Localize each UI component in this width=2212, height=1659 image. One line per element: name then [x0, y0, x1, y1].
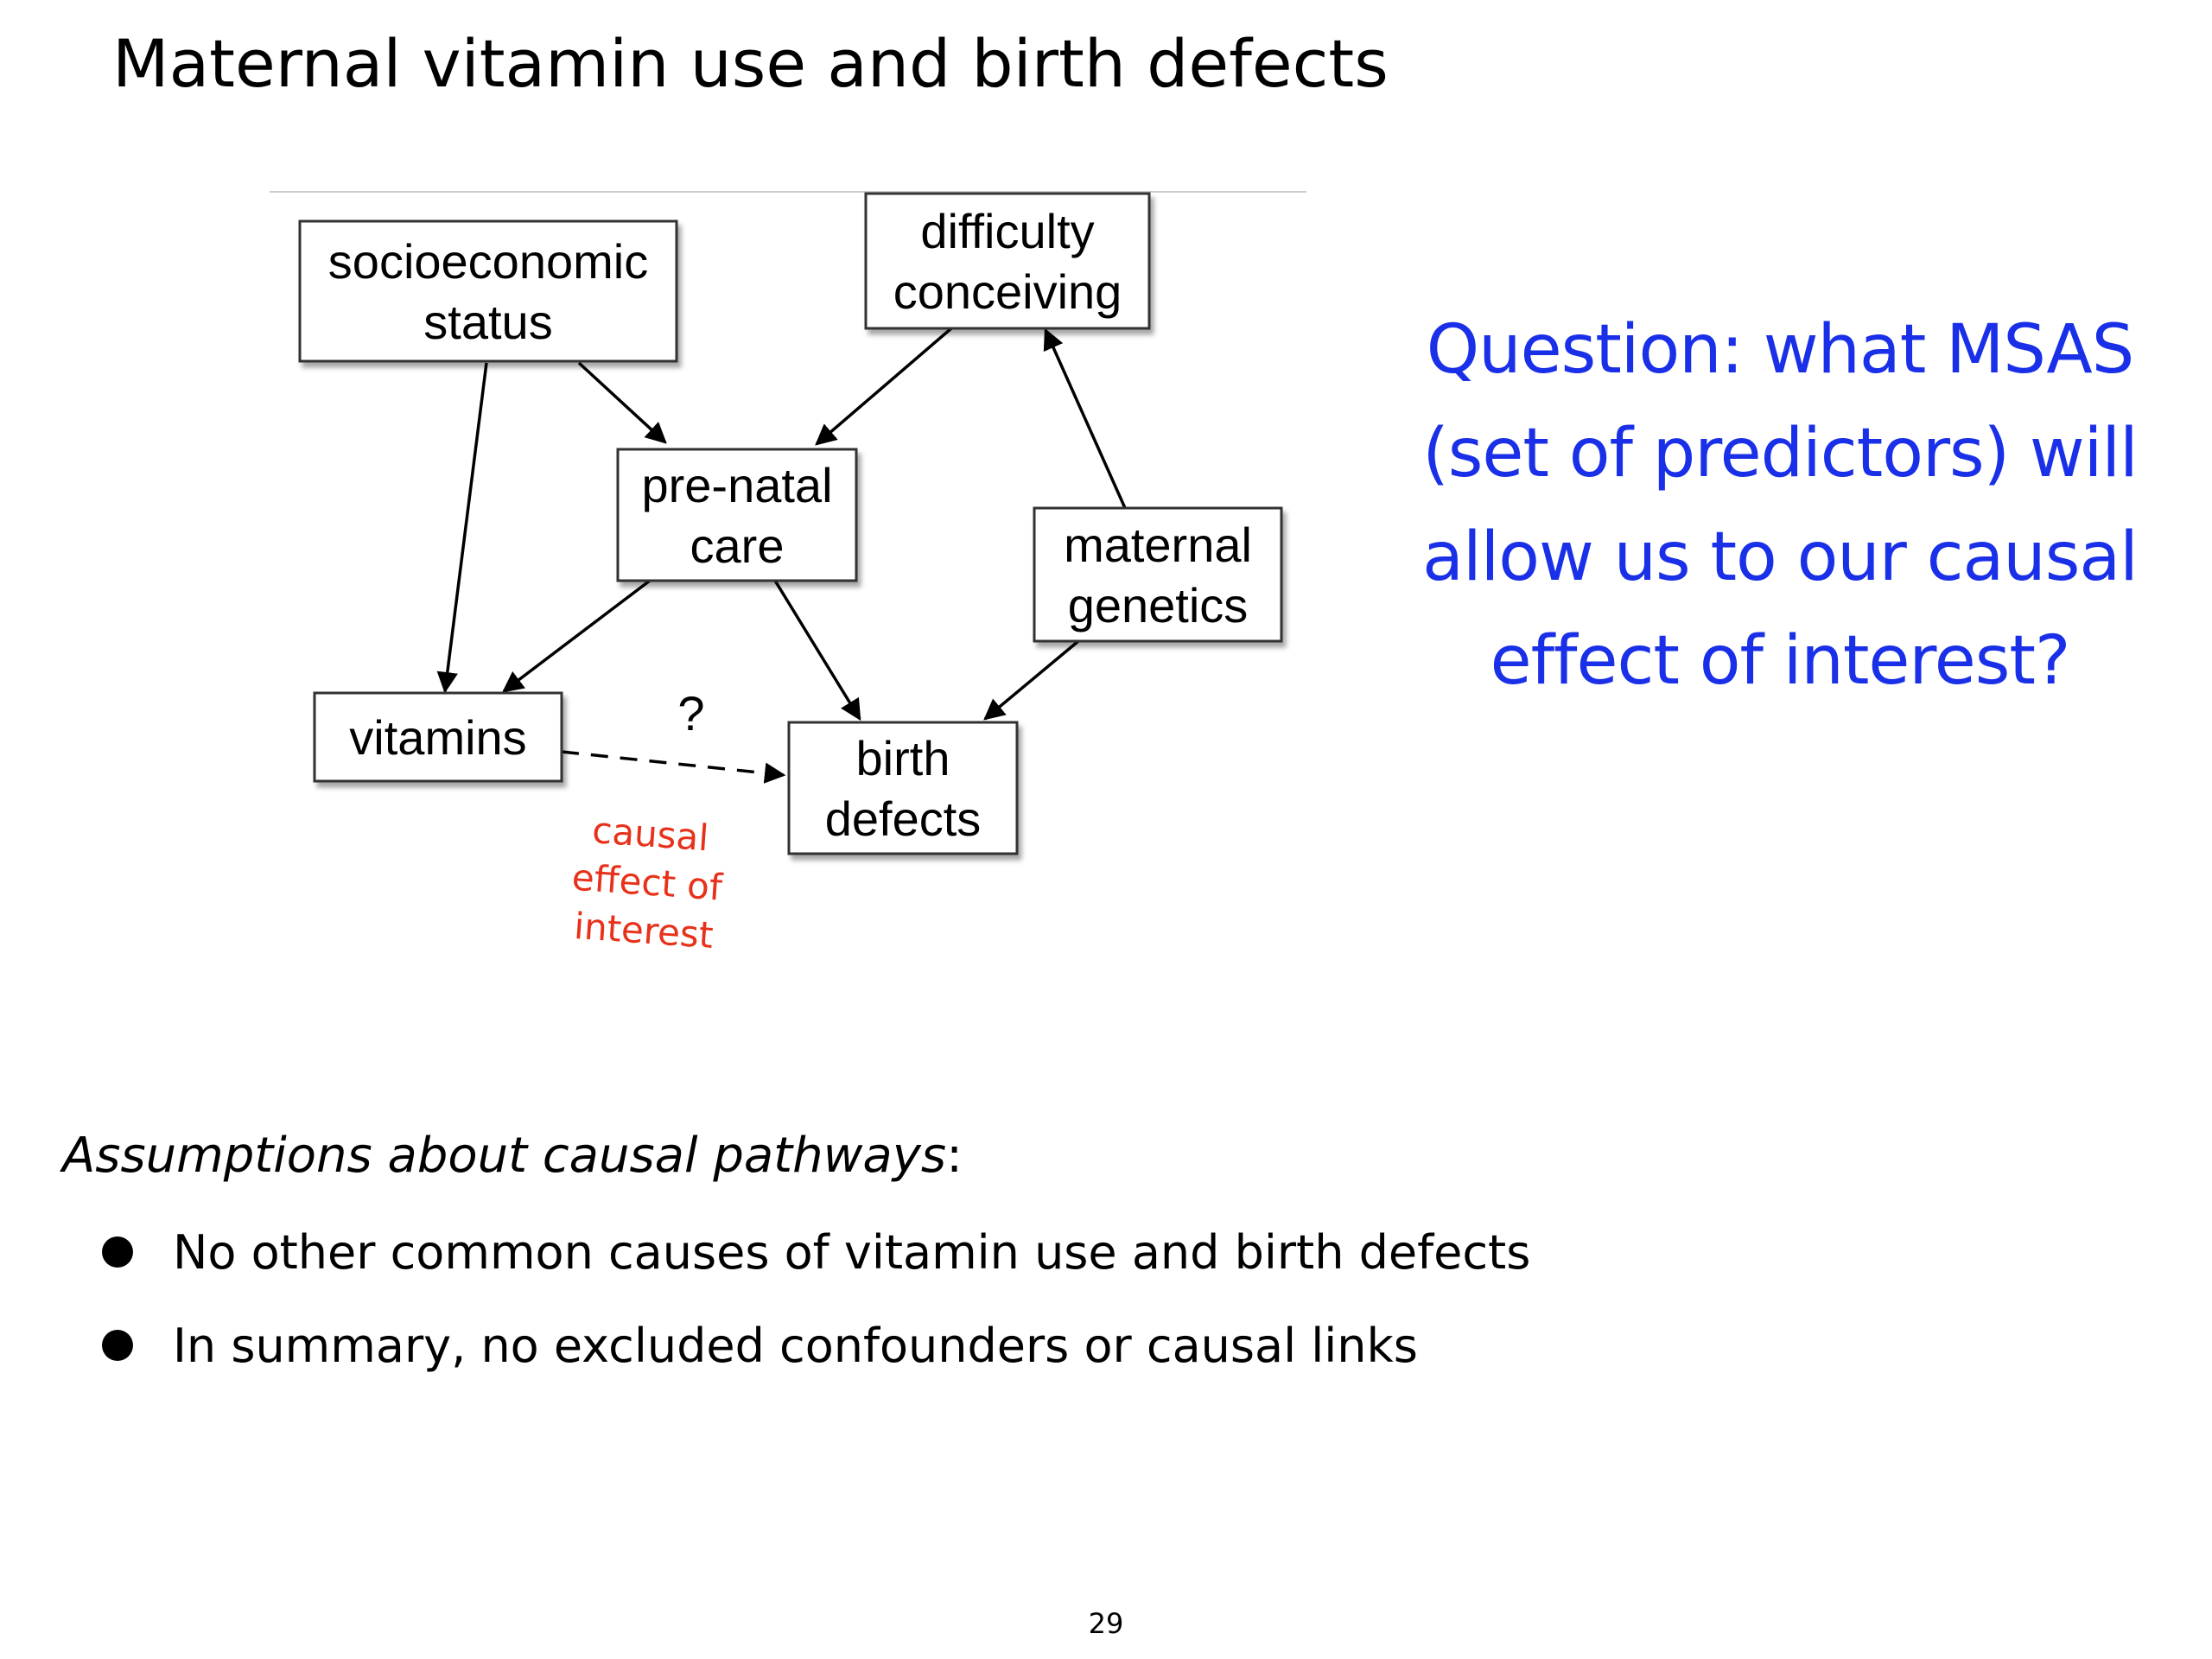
assumption-item [97, 1223, 1530, 1316]
node-label: defects [824, 791, 982, 846]
page-number: 29 [1088, 1607, 1124, 1640]
assumptions-heading [62, 1128, 963, 1184]
edge-prenatal-care-to-birth-defects [775, 581, 860, 719]
causal-label-line: effect of [570, 855, 724, 909]
assumption-text: No other common causes of vitamin use and birth defects [173, 1225, 1531, 1280]
edge-socioeconomic-status-to-vitamins [445, 363, 486, 691]
node-socioeconomic-status [300, 221, 677, 361]
causal-label-line: causal [590, 809, 710, 860]
assumptions-heading-colon: : [946, 1128, 963, 1184]
edge-vitamins-to-birth-defects [562, 752, 784, 775]
causal-effect-label [567, 808, 728, 957]
node-label: status [423, 295, 553, 349]
causal-label-line: interest [572, 904, 715, 957]
edge-difficulty-conceiving-to-prenatal-care [817, 323, 957, 444]
node-label: genetics [1067, 578, 1249, 632]
diagram-nodes [300, 194, 1281, 854]
node-birth-defects [789, 722, 1017, 854]
edge-socioeconomic-status-to-prenatal-care [579, 363, 665, 442]
node-vitamins [315, 693, 562, 781]
bullet-dot-icon [102, 1330, 133, 1361]
node-maternal-genetics [1034, 508, 1281, 641]
bullet-dot-icon [102, 1236, 133, 1268]
node-label: care [690, 518, 785, 573]
node-label: conceiving [893, 264, 1122, 319]
node-label: vitamins [349, 710, 527, 765]
node-difficulty-conceiving [866, 194, 1149, 328]
node-label: pre-natal [641, 458, 833, 512]
node-label: socioeconomic [327, 234, 649, 289]
question-text: Question: what MSAS (set of predictors) will allow us to our causal effect of interest? [1422, 311, 2138, 700]
node-label: maternal [1064, 518, 1252, 572]
edge-prenatal-care-to-vitamins [504, 581, 650, 691]
assumption-text: In summary, no excluded confounders or causal links [173, 1319, 1418, 1373]
assumptions-list [97, 1223, 1530, 1409]
node-prenatal-care [618, 449, 856, 581]
node-label: birth [855, 731, 950, 785]
assumption-item [97, 1316, 1530, 1409]
slide-title: Maternal vitamin use and birth defects [112, 25, 1389, 102]
node-label: difficulty [920, 204, 1095, 258]
question-mark-label: ? [677, 686, 705, 741]
assumptions-heading-label: Assumptions about causal pathways [62, 1128, 947, 1184]
edge-maternal-genetics-to-difficulty-conceiving [1046, 330, 1125, 508]
edge-maternal-genetics-to-birth-defects [985, 641, 1078, 719]
